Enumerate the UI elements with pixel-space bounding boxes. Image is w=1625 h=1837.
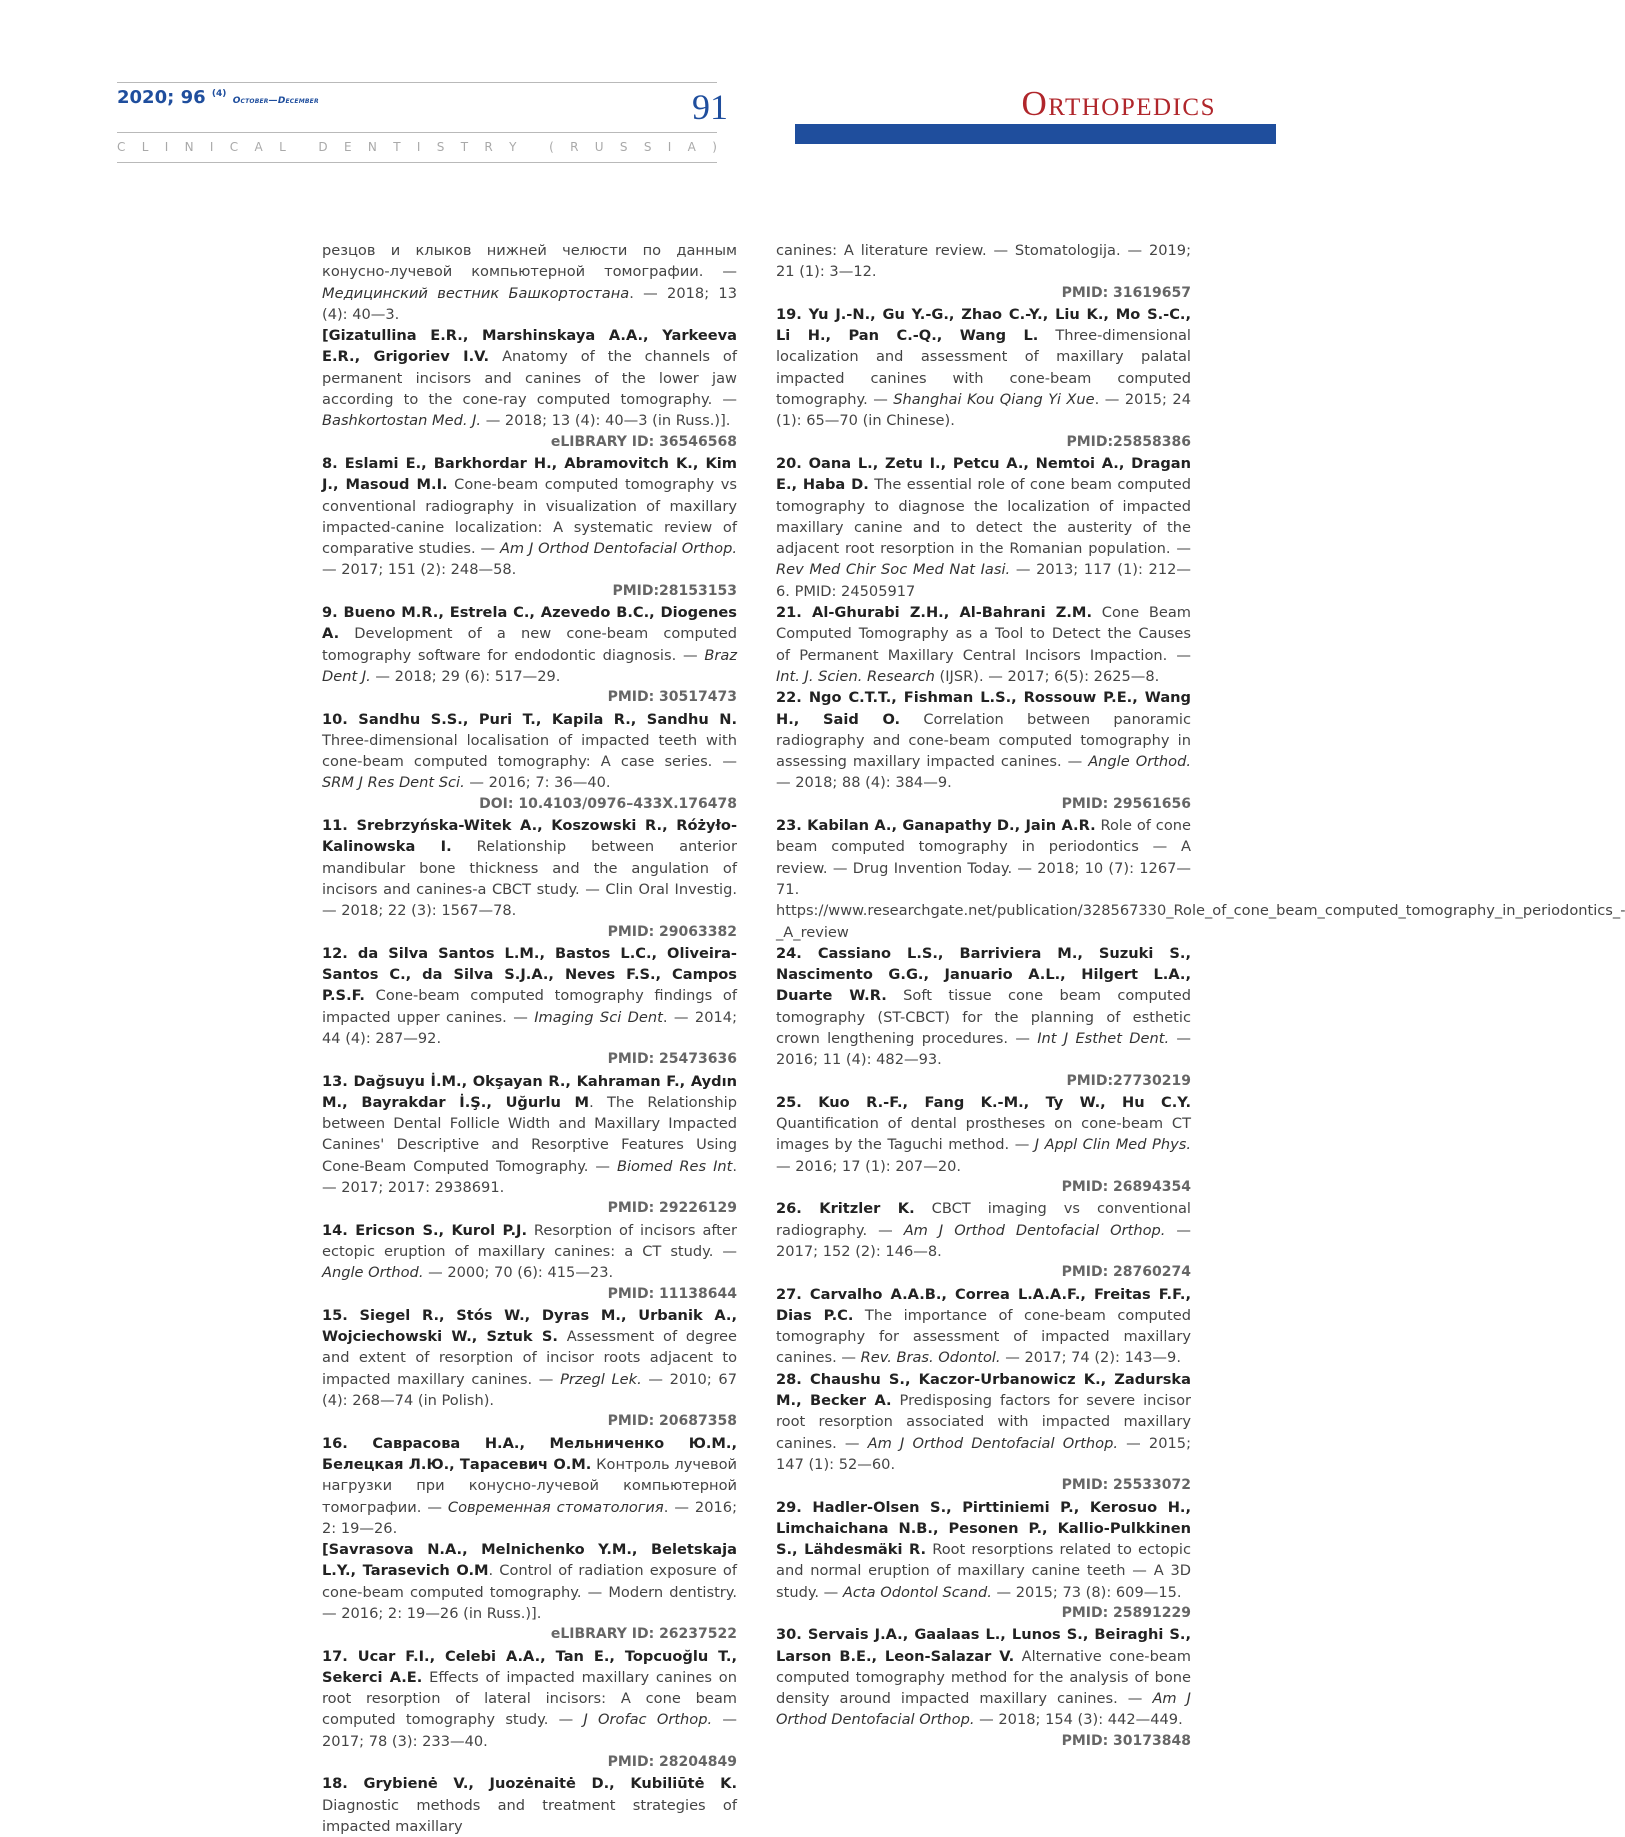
reference-entry (776, 1369, 1191, 1475)
reference-journal: Int J Esthet Dent. (1037, 1029, 1170, 1047)
reference-journal: Angle Orthod. (1088, 753, 1191, 771)
reference-entry (322, 1071, 737, 1199)
reference-authors: 25. Kuo R.-F., Fang K.-M., Ty W., Hu C.Y. (776, 1093, 1191, 1111)
reference-entry (776, 1198, 1191, 1262)
journal-letter: D (318, 140, 328, 154)
reference-journal: Int. J. Scien. Research (776, 667, 935, 685)
reference-text-plain: canines: A literature review. — Stomatologija. — 2019; 21 (1): 3—12. (776, 242, 1191, 281)
reference-authors: 23. Kabilan A., Ganapathy D., Jain A.R. (776, 817, 1096, 835)
section-title: Orthopedics (1021, 84, 1216, 123)
reference-tail: (IJSR). — 2017; 6(5): 2625—8. (934, 667, 1160, 685)
reference-tail: . — 2018; 13 (4): 40—3. (322, 284, 737, 323)
references-right-column (776, 240, 1625, 1752)
reference-entry (322, 1773, 737, 1837)
reference-journal: SRM J Res Dent Sci. (322, 774, 465, 792)
reference-journal: Bashkortostan Med. J. (322, 412, 482, 430)
reference-entry (776, 453, 1191, 602)
reference-entry (776, 1284, 1191, 1369)
reference-tail: — 2013; 117 (1): 212—6. PMID: 24505917 (776, 561, 1191, 600)
journal-letter: T (393, 140, 401, 154)
reference-title: Correlation between panoramic radiography and cone-beam computed tomography in assessing maxillary impacted canines. — (776, 710, 1191, 771)
reference-tail: — 2015; 147 (1): 52—60. (776, 1434, 1191, 1473)
reference-journal: Acta Odontol Scand. (842, 1583, 992, 1601)
reference-tail: . — 2014; 44 (4): 287—92. (322, 1008, 737, 1047)
journal-letter: A (687, 140, 696, 154)
reference-entry (776, 687, 1191, 793)
page-number: 91 (692, 87, 728, 127)
journal-letter: I (164, 140, 169, 154)
journal-name (117, 140, 717, 154)
reference-entry (322, 453, 737, 581)
reference-id: PMID:28153153 (612, 582, 737, 599)
section-color-bar (795, 124, 1276, 144)
reference-journal: Am J Orthod Dentofacial Orthop. (776, 1690, 1191, 1729)
reference-title: The essential role of cone beam computed tomography to diagnose the localization of impacted maxillary canine and to detect the austerity of the adjacent root resorption in the Romanian population. — (776, 476, 1191, 558)
reference-tail: . — 2015; 24 (1): 65—70 (in Chinese). (776, 391, 1191, 430)
reference-title: Relationship between anterior mandibular bone thickness and the angulation of incisors and canines-a CBCT study. — Clin Oral Investig. (322, 838, 737, 898)
reference-entry (322, 1305, 737, 1411)
reference-title: The importance of cone-beam computed tomography for assessment of impacted maxillary canines. — (776, 1306, 1192, 1367)
issue-period: October—December (232, 96, 319, 106)
journal-letter: N (367, 140, 377, 154)
reference-entry (776, 240, 1191, 283)
reference-entry (776, 1092, 1191, 1177)
reference-entry (776, 943, 1191, 1071)
reference-journal: Am J Orthod Dentofacial Orthop. (499, 540, 737, 558)
reference-authors: 10. Sandhu S.S., Puri T., Kapila R., Sandhu N. (322, 710, 737, 728)
reference-tail: — 2017; 74 (2): 143—9. (1000, 1349, 1181, 1367)
reference-title: Soft tissue cone beam computed tomography (ST-CBCT) for the planning of esthetic crown lengthening procedures. — (776, 987, 1191, 1047)
reference-title: Development of a new cone-beam computed tomography software for endodontic diagnosis. — (322, 625, 737, 664)
header-bottom-rule (117, 162, 717, 163)
reference-title: Root resorptions related to ectopic and normal eruption of maxillary canine teeth — A 3D study. — (776, 1541, 1191, 1601)
journal-letter: R (570, 140, 579, 154)
journal-letter: L (141, 140, 149, 154)
reference-title: Role of cone beam computed tomography in periodontics — A review. — Drug Invention Today. — 2018; 10 (7): 1267—71. https://www.researchgate.net/publication/328567330_Role_of_cone_beam_computed_tomography_in_periodontics_-_A_review (776, 817, 1625, 941)
reference-authors: 27. Carvalho A.A.B., Correa L.A.A.F., Freitas F.F., Dias P.C. (776, 1285, 1191, 1324)
reference-authors: 17. Ucar F.I., Celebi A.A., Tan E., Topcuoğlu T., Sekerci A.E. (322, 1647, 737, 1686)
reference-entry (322, 709, 737, 794)
reference-id: PMID: 30173848 (1061, 1732, 1191, 1749)
reference-tail: — 2016; 2: 19—26 (in Russ.)]. (322, 1605, 542, 1622)
reference-id: PMID: 25891229 (1061, 1605, 1191, 1621)
journal-letter: S (619, 140, 628, 154)
reference-entry (322, 602, 737, 687)
reference-entry (776, 1624, 1191, 1730)
reference-authors: 30. Servais J.A., Gaalaas L., Lunos S., Beiraghi S., Larson B.E., Leon-Salazar V. (776, 1626, 1191, 1665)
reference-authors: [Gizatullina E.R., Marshinskaya A.A., Yarkeeva E.R., Grigoriev I.V. (322, 327, 737, 366)
reference-title: Effects of impacted maxillary canines on root resorption of lateral incisors: A cone beam computed tomography study. — (322, 1668, 737, 1729)
reference-journal: J Appl Clin Med Phys. (1034, 1136, 1191, 1154)
reference-id: PMID: 25533072 (1061, 1477, 1191, 1494)
reference-title: Resorption of incisors after ectopic eruption of maxillary canines: a CT study. — (322, 1221, 737, 1260)
reference-id: PMID: 26894354 (1061, 1179, 1191, 1196)
reference-entry (322, 943, 737, 1049)
reference-title: Контроль лучевой нагрузки при конусно-лучевой компьютерной томографии. — (322, 1455, 737, 1516)
reference-authors: 29. Hadler-Olsen S., Pirttiniemi P., Kerosuo H., Limchaichana N.B., Pesonen P., Kallio-Pulkkinen S., Lähdesmäki R. (776, 1498, 1191, 1559)
reference-authors: 14. Ericson S., Kurol P.J. (322, 1221, 527, 1239)
journal-letter: L (279, 140, 286, 154)
journal-letter: R (484, 140, 493, 154)
journal-letter: A (254, 140, 263, 154)
reference-authors: 24. Cassiano L.S., Barriviera M., Suzuki S., Nascimento G.G., Januario A.L., Hilgert L.A., Duarte W.R. (776, 944, 1191, 1005)
reference-journal: Медицинский вестник Башкортостана (322, 284, 630, 302)
reference-id: PMID: 20687358 (607, 1413, 737, 1430)
reference-tail: — 2018; 29 (6): 517—29. (370, 667, 561, 685)
reference-authors: 15. Siegel R., Stós W., Dyras M., Urbanik A., Wojciechowski W., Sztuk S. (322, 1306, 737, 1346)
reference-entry (322, 240, 737, 325)
reference-entry (776, 815, 1625, 943)
reference-authors: 12. da Silva Santos L.M., Bastos L.C., Oliveira-Santos C., da Silva S.J.A., Neves F.S., Campos P.S.F. (322, 944, 737, 1005)
reference-id: PMID:27730219 (1066, 1072, 1191, 1089)
issue-info (117, 87, 319, 108)
reference-entry (322, 1646, 737, 1752)
reference-tail: — 2018; 88 (4): 384—9. (776, 774, 952, 792)
issue-number: (4) (211, 89, 227, 99)
reference-authors: 16. Саврасова Н.А., Мельниченко Ю.М., Белецкая Л.Ю., Тарасевич О.М. (322, 1434, 737, 1473)
reference-title: Three-dimensional localization and assessment of maxillary palatal impacted canines with cone-beam computed tomography. — (776, 327, 1191, 409)
reference-id: eLIBRARY ID: 26237522 (550, 1626, 737, 1643)
reference-journal: Angle Orthod. (322, 1264, 424, 1282)
reference-title: CBCT imaging vs conventional radiography. — (776, 1200, 1191, 1239)
journal-letter: I (416, 140, 421, 154)
reference-tail: — 2016; 7: 36—40. (464, 774, 611, 792)
reference-tail: . — 2016; 2: 19—26. (322, 1498, 737, 1537)
reference-authors: 18. Grybienė V., Juozėnaitė D., Kubiliūtė K. (322, 1775, 737, 1793)
reference-id: PMID: 25473636 (607, 1051, 737, 1068)
reference-id: PMID: 11138644 (607, 1285, 737, 1302)
reference-tail: — 2015; 73 (8): 609—15. (991, 1583, 1182, 1601)
reference-authors: [Savrasova N.A., Melnichenko Y.M., Beletskaja L.Y., Tarasevich O.M (322, 1541, 737, 1580)
reference-id: PMID: 28204849 (607, 1754, 737, 1771)
reference-authors: 13. Dağsuyu İ.M., Okşayan R., Kahraman F., Aydın M., Bayrakdar İ.Ş., Uğurlu M (322, 1072, 737, 1111)
reference-authors: 22. Ngo C.T.T., Fishman L.S., Rossouw P.E., Wang H., Said O. (776, 689, 1191, 728)
reference-id: PMID:25858386 (1066, 433, 1191, 450)
journal-letter: C (117, 140, 126, 154)
reference-title: Alternative cone-beam computed tomography method for the analysis of bone density around impacted maxillary canines. — (776, 1647, 1191, 1708)
reference-title: . The Relationship between Dental Follicle Width and Maxillary Impacted Canines' Descriptive and Resorptive Features Using Cone-Beam Computed Tomography. — (322, 1093, 737, 1175)
reference-tail: — 2016; 11 (4): 482—93. (776, 1029, 1191, 1069)
reference-journal: Imaging Sci Dent (534, 1008, 663, 1026)
reference-journal: Biomed Res Int (616, 1157, 733, 1175)
reference-entry (322, 1433, 737, 1539)
reference-tail: — 2000; 70 (6): 415—23. (423, 1264, 614, 1282)
journal-letter: U (594, 140, 604, 154)
reference-journal: Am J Orthod Dentofacial Orthop. (867, 1434, 1119, 1452)
reference-authors: 8. Eslami E., Barkhordar H., Abramovitch K., Kim J., Masoud M.I. (322, 454, 737, 494)
reference-id: PMID: 30517473 (607, 689, 737, 706)
journal-letter: Y (509, 140, 517, 154)
reference-journal: J Orofac Orthop. (583, 1711, 713, 1729)
reference-tail: — 2018; 13 (4): 40—3 (in Russ.)]. (481, 412, 731, 430)
reference-id: PMID: 28760274 (1061, 1264, 1191, 1281)
reference-entry (776, 602, 1191, 687)
reference-title: Quantification of dental prostheses on cone-beam CT images by the Taguchi method. — (776, 1115, 1191, 1154)
reference-authors: 28. Chaushu S., Kaczor-Urbanowicz K., Zadurska M., Becker A. (776, 1370, 1191, 1410)
reference-title: Predisposing factors for severe incisor root resorption associated with impacted maxillary canines. — (776, 1392, 1191, 1452)
reference-authors: 11. Srebrzyńska-Witek A., Koszowski R., Różyło-Kalinowska I. (322, 817, 737, 856)
reference-journal: Современная стоматология (447, 1498, 664, 1516)
reference-title: Cone-beam computed tomography findings of impacted upper canines. — (322, 987, 737, 1026)
reference-title: Cone Beam Computed Tomography as a Tool to Detect the Causes of Permanent Maxillary Central Incisors Impaction. — (776, 604, 1191, 664)
journal-letter: E (343, 140, 352, 154)
reference-id: PMID: 29226129 (607, 1200, 737, 1217)
reference-authors: 21. Al-Ghurabi Z.H., Al-Bahrani Z.M. (776, 604, 1092, 622)
references-left-column (322, 240, 737, 1837)
reference-tail: — 2010; 67 (4): 268—74 (in Polish). (322, 1370, 737, 1410)
reference-title: . Control of radiation exposure of cone-beam computed tomography. — Modern dentistry. (322, 1562, 737, 1601)
journal-letter: T (460, 140, 469, 154)
reference-journal: Braz Dent J. (322, 646, 737, 685)
reference-authors: 26. Kritzler K. (776, 1200, 915, 1218)
header-mid-rule (117, 132, 717, 133)
journal-letter: ) (712, 140, 717, 154)
journal-letter: ( (549, 140, 554, 154)
reference-id: PMID: 31619657 (1061, 284, 1191, 301)
reference-id: PMID: 29063382 (607, 923, 737, 940)
reference-tail: — 2017; 152 (2): 146—8. (776, 1221, 1191, 1260)
reference-text-plain: резцов и клыков нижней челюсти по данным конусно-лучевой компьютерной томографии. — (322, 242, 737, 281)
reference-journal: Shanghai Kou Qiang Yi Xue (893, 391, 1095, 409)
reference-tail: — 2018; 154 (3): 442—449. (974, 1711, 1183, 1729)
reference-title: Anatomy of the channels of permanent incisors and canines of the lower jaw according to the cone-ray computed tomography. — (322, 348, 738, 409)
journal-letter: C (229, 140, 239, 154)
journal-letter: S (643, 140, 652, 154)
journal-letter: I (209, 140, 214, 154)
reference-tail: — 2016; 17 (1): 207—20. (776, 1157, 962, 1175)
reference-entry (322, 1220, 737, 1284)
reference-authors: 9. Bueno M.R., Estrela C., Azevedo B.C., Diogenes A. (322, 604, 737, 643)
reference-tail: — 2017; 78 (3): 233—40. (322, 1711, 737, 1750)
reference-id: PMID: 29561656 (1061, 795, 1191, 812)
reference-journal: Am J Orthod Dentofacial Orthop. (903, 1221, 1166, 1239)
journal-letter: N (184, 140, 194, 154)
journal-letter: I (667, 140, 672, 154)
journal-letter: S (436, 140, 445, 154)
reference-tail: . — 2017; 2017: 2938691. (322, 1157, 738, 1197)
reference-id: eLIBRARY ID: 36546568 (550, 433, 737, 450)
reference-journal: Przegl Lek. (560, 1370, 642, 1388)
reference-authors: 19. Yu J.-N., Gu Y.-G., Zhao C.-Y., Liu K., Mo S.-C., Li H., Pan C.-Q., Wang L. (776, 305, 1191, 345)
reference-id: DOI: 10.4103/0976–433X.176478 (479, 795, 737, 812)
year-volume: 2020; 96 (117, 87, 206, 108)
reference-authors: 20. Oana L., Zetu I., Petcu A., Nemtoi A., Dragan E., Haba D. (776, 454, 1191, 494)
reference-entry (776, 1497, 1191, 1603)
reference-entry (322, 1539, 737, 1624)
header-top-rule (117, 82, 717, 83)
reference-title: Diagnostic methods and treatment strategies of impacted maxillary (322, 1796, 737, 1835)
reference-entry (322, 815, 737, 921)
reference-journal: Rev Med Chir Soc Med Nat Iasi. (776, 561, 1011, 579)
reference-title: Assessment of degree and extent of resorption of incisor roots adjacent to impacted maxillary canines. — (322, 1328, 738, 1388)
reference-journal: Rev. Bras. Odontol. (860, 1349, 1001, 1367)
reference-title: Cone-beam computed tomography vs conventional radiography in visualization of maxillary impacted-canine localization: A systematic review of comparative studies. — (322, 476, 738, 558)
reference-entry (322, 325, 737, 431)
reference-entry (776, 304, 1191, 432)
reference-title: Three-dimensional localisation of impacted teeth with cone-beam computed tomography: A case series. — (322, 731, 737, 771)
reference-tail: — 2018; 22 (3): 1567—78. (322, 902, 517, 920)
reference-tail: — 2017; 151 (2): 248—58. (322, 561, 517, 579)
